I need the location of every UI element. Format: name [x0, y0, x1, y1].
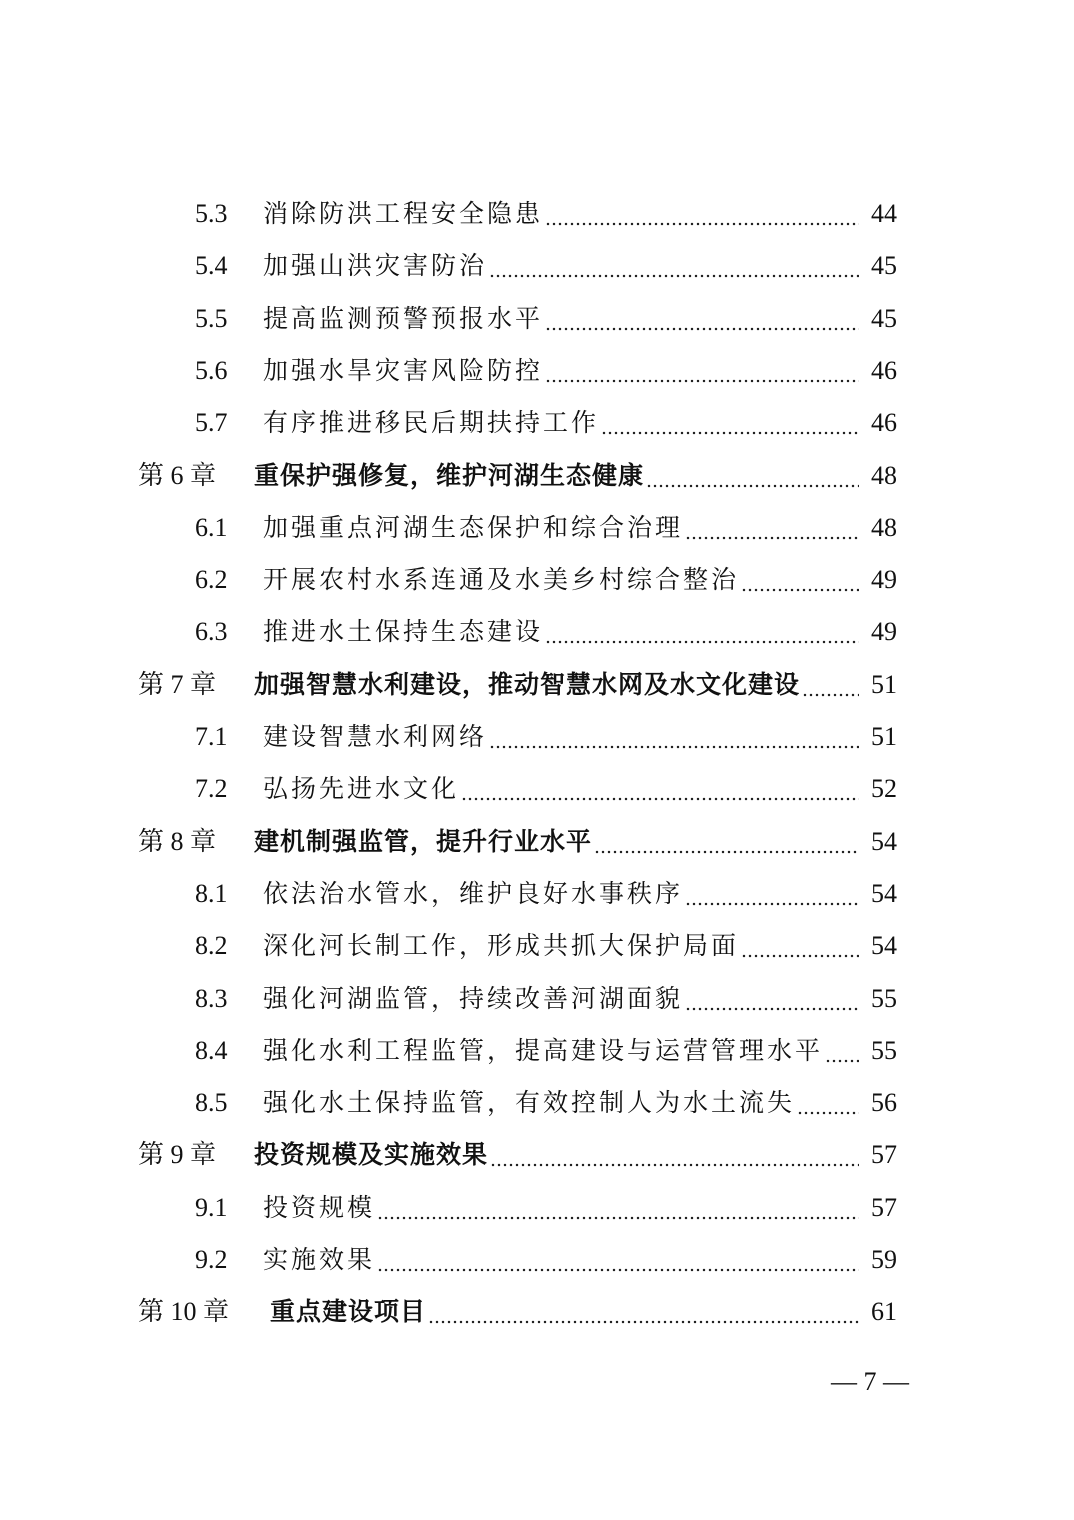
dot-leader — [685, 502, 859, 554]
dot-leader — [646, 450, 859, 502]
toc-entry-title: 投资规模及实施效果 — [254, 1140, 489, 1170]
dot-leader — [489, 240, 859, 292]
toc-entry-number: 第 9 章 — [138, 1140, 217, 1170]
toc-entry-page: 57 — [871, 1140, 897, 1170]
toc-section-entry[interactable] — [0, 1077, 1074, 1129]
toc-entry-number: 7.1 — [195, 722, 228, 751]
dot-leader — [601, 397, 859, 449]
toc-section-entry[interactable] — [0, 293, 1074, 345]
dot-leader — [685, 868, 859, 920]
toc-entry-page: 49 — [871, 565, 897, 595]
toc-entry-page: 48 — [871, 512, 897, 542]
toc-section-entry[interactable] — [0, 1182, 1074, 1234]
toc-entry-title: 有序推进移民后期扶持工作 — [263, 408, 600, 438]
toc-entry-number: 8.1 — [195, 878, 228, 908]
toc-entry-number: 第 7 章 — [138, 669, 217, 699]
toc-entry-number: 5.5 — [195, 303, 228, 333]
toc-entry-page: 46 — [871, 355, 897, 385]
toc-entry-page: 49 — [871, 617, 897, 647]
toc-entry-page: 57 — [871, 1192, 897, 1222]
toc-entry-title: 强化水土保持监管，有效控制人为水土流失 — [263, 1088, 796, 1118]
dot-leader — [802, 659, 859, 711]
toc-entry-number: 6.3 — [195, 617, 228, 647]
toc-chapter-entry[interactable] — [0, 1129, 1074, 1181]
toc-entry-page: 61 — [871, 1297, 897, 1327]
dot-leader — [377, 1182, 859, 1234]
dot-leader — [741, 920, 859, 972]
toc-entry-page: 52 — [871, 774, 897, 804]
toc-section-entry[interactable] — [0, 188, 1074, 240]
toc-section-entry[interactable] — [0, 606, 1074, 658]
toc-entry-title: 投资规模 — [263, 1192, 376, 1222]
toc-entry-title: 加强智慧水利建设，推动智慧水网及水文化建设 — [254, 669, 801, 699]
toc-chapter-entry[interactable] — [0, 659, 1074, 711]
dot-leader — [545, 345, 859, 397]
toc-entry-number: 第 8 章 — [138, 826, 217, 856]
toc-section-entry[interactable] — [0, 973, 1074, 1025]
toc-entry-number: 5.3 — [195, 199, 228, 228]
toc-section-entry[interactable] — [0, 920, 1074, 972]
toc-section-entry[interactable] — [0, 397, 1074, 449]
toc-entry-number: 8.4 — [195, 1035, 228, 1065]
toc-entry-page: 45 — [871, 303, 897, 333]
toc-entry-page: 51 — [871, 669, 897, 699]
toc-entry-number: 8.3 — [195, 983, 228, 1013]
toc-section-entry[interactable] — [0, 502, 1074, 554]
toc-entry-title: 建设智慧水利网络 — [263, 722, 488, 751]
toc-entry-page: 55 — [871, 1035, 897, 1065]
toc-section-entry[interactable] — [0, 554, 1074, 606]
toc-chapter-entry[interactable] — [0, 450, 1074, 502]
toc-section-entry[interactable] — [0, 240, 1074, 292]
toc-entry-number: 5.4 — [195, 251, 228, 281]
toc-entry-number: 第 6 章 — [138, 460, 217, 490]
dot-leader — [741, 554, 859, 606]
toc-entry-title: 加强重点河湖生态保护和综合治理 — [263, 512, 684, 542]
toc-entry-title: 依法治水管水，维护良好水事秩序 — [263, 878, 684, 908]
dot-leader — [797, 1077, 859, 1129]
toc-chapter-entry[interactable] — [0, 816, 1074, 868]
toc-entry-number: 9.2 — [195, 1245, 228, 1274]
toc-chapter-entry[interactable] — [0, 1286, 1074, 1338]
dot-leader — [461, 763, 859, 815]
dot-leader — [377, 1234, 859, 1286]
dot-leader — [545, 293, 859, 345]
toc-entry-title: 深化河长制工作，形成共抓大保护局面 — [263, 931, 740, 961]
toc-entry-title: 推进水土保持生态建设 — [263, 617, 544, 647]
toc-entry-title: 强化河湖监管，持续改善河湖面貌 — [263, 983, 684, 1013]
toc-entry-page: 56 — [871, 1088, 897, 1118]
dot-leader — [685, 973, 859, 1025]
toc-entry-title: 加强山洪灾害防治 — [263, 251, 488, 281]
toc-entry-page: 48 — [871, 460, 897, 490]
toc-entry-number: 5.6 — [195, 355, 228, 385]
toc-entry-number: 8.2 — [195, 931, 228, 961]
toc-entry-number: 6.1 — [195, 512, 228, 542]
dot-leader — [428, 1286, 859, 1338]
toc-entry-title: 重点建设项目 — [270, 1297, 427, 1327]
toc-entry-page: 54 — [871, 878, 897, 908]
dot-leader — [545, 606, 859, 658]
toc-entry-number: 5.7 — [195, 408, 228, 438]
toc-entry-title: 弘扬先进水文化 — [263, 774, 460, 804]
toc-entry-page: 44 — [871, 199, 897, 228]
toc-entry-title: 加强水旱灾害风险防控 — [263, 355, 544, 385]
toc-entry-title: 建机制强监管，提升行业水平 — [254, 826, 593, 856]
toc-entry-title: 提高监测预警预报水平 — [263, 303, 544, 333]
toc-entry-number: 第 10 章 — [138, 1297, 230, 1327]
toc-entry-title: 实施效果 — [263, 1245, 376, 1274]
toc-entry-page: 55 — [871, 983, 897, 1013]
toc-entry-title: 重保护强修复，维护河湖生态健康 — [254, 460, 645, 490]
toc-entry-title: 开展农村水系连通及水美乡村综合整治 — [263, 565, 740, 595]
toc-section-entry[interactable] — [0, 711, 1074, 763]
toc-section-entry[interactable] — [0, 868, 1074, 920]
toc-section-entry[interactable] — [0, 763, 1074, 815]
page-number: — 7 — — [831, 1367, 909, 1396]
toc-entry-page: 51 — [871, 722, 897, 751]
dot-leader — [489, 711, 859, 763]
toc-entry-page: 46 — [871, 408, 897, 438]
toc-entry-number: 9.1 — [195, 1192, 228, 1222]
dot-leader — [490, 1129, 859, 1181]
toc-entry-number: 7.2 — [195, 774, 228, 804]
toc-entry-title: 消除防洪工程安全隐患 — [263, 199, 544, 228]
dot-leader — [825, 1025, 859, 1077]
toc-entry-page: 45 — [871, 251, 897, 281]
toc-section-entry[interactable] — [0, 345, 1074, 397]
dot-leader — [594, 816, 859, 868]
toc-entry-page: 54 — [871, 826, 897, 856]
toc-section-entry[interactable] — [0, 1025, 1074, 1077]
toc-entry-title: 强化水利工程监管，提高建设与运营管理水平 — [263, 1035, 824, 1065]
toc-entry-page: 59 — [871, 1245, 897, 1274]
toc-entry-number: 6.2 — [195, 565, 228, 595]
toc-entry-page: 54 — [871, 931, 897, 961]
toc-section-entry[interactable] — [0, 1234, 1074, 1286]
dot-leader — [545, 188, 859, 240]
toc-entry-number: 8.5 — [195, 1088, 228, 1118]
